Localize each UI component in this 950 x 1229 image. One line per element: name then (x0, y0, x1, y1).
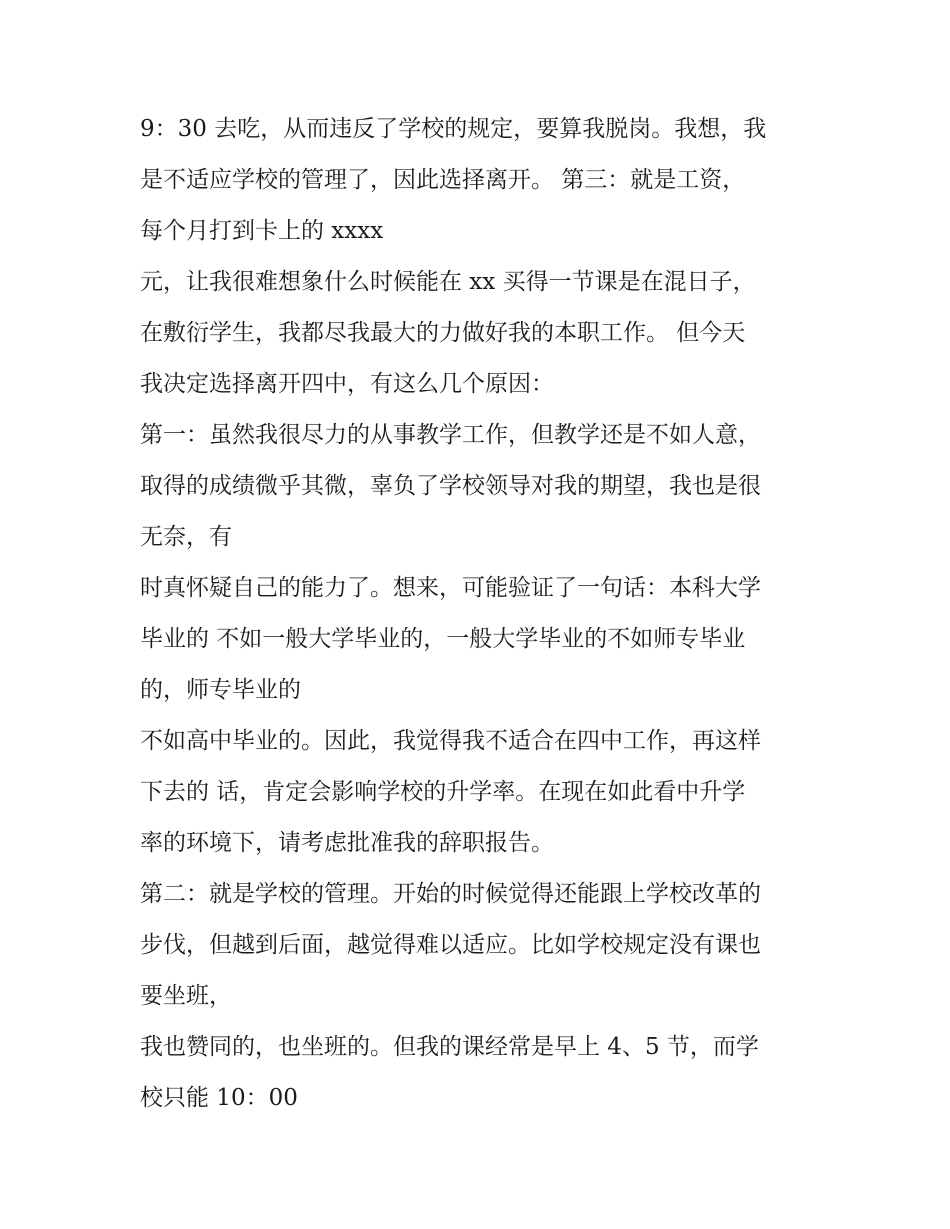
document-body (140, 104, 830, 1124)
text-line: 毕业的 不如一般大学毕业的，一般大学毕业的不如师专毕业 (140, 626, 746, 652)
text-line: 在敷衍学生，我都尽我最大的力做好我的本职工作。 但今天 (140, 320, 746, 346)
text-line: 取得的成绩微乎其微，辜负了学校领导对我的期望，我也是很 (140, 473, 761, 499)
text-line: 率的环境下，请考虑批准我的辞职报告。 (140, 830, 554, 856)
text-line: 元，让我很难想象什么时候能在 xx 买得一节课是在混日子， (140, 269, 756, 295)
text-line: 的，师专毕业的 (140, 677, 301, 703)
text-line: 不如高中毕业的。因此，我觉得我不适合在四中工作，再这样 (140, 728, 761, 754)
text-line: 第一：虽然我很尽力的从事教学工作，但教学还是不如人意， (140, 422, 761, 448)
text-line: 是不适应学校的管理了，因此选择离开。 第三：就是工资， (140, 167, 746, 193)
text-line: 无奈，有 (140, 524, 232, 550)
text-line: 第二：就是学校的管理。开始的时候觉得还能跟上学校改革的 (140, 881, 761, 907)
text-line: 我也赞同的，也坐班的。但我的课经常是早上 4、5 节，而学 (140, 1034, 759, 1060)
text-line: 下去的 话，肯定会影响学校的升学率。在现在如此看中升学 (140, 779, 746, 805)
text-line: 每个月打到卡上的 xxxx (140, 218, 384, 244)
text-line: 9：30 去吃，从而违反了学校的规定，要算我脱岗。我想，我 (140, 116, 767, 142)
text-line: 时真怀疑自己的能力了。想来，可能验证了一句话：本科大学 (140, 575, 761, 601)
text-line: 我决定选择离开四中，有这么几个原因： (140, 371, 554, 397)
text-line: 校只能 10：00 (140, 1085, 298, 1111)
text-line: 步伐，但越到后面，越觉得难以适应。比如学校规定没有课也 (140, 932, 761, 958)
text-line: 要坐班， (140, 983, 232, 1009)
